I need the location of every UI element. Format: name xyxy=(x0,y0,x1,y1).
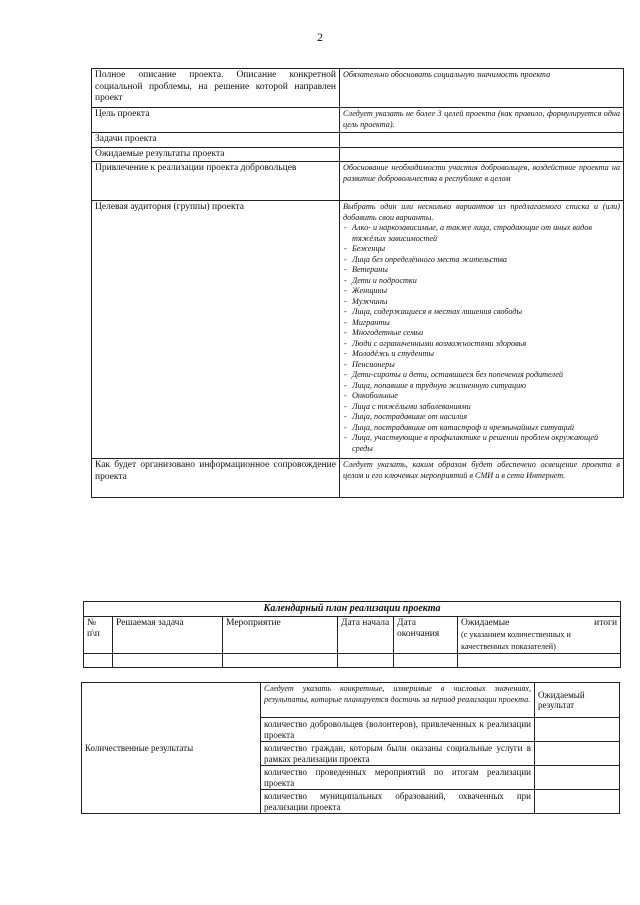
audience-intro: Выбрать один или несколько вариантов из предлагаемого списка и (или) добавить свои варианты. xyxy=(343,202,620,222)
header-result-note: (с указанием количественных и качественных показателей) xyxy=(461,630,571,651)
audience-cell xyxy=(340,201,624,459)
list-item: - Молодёжь и студенты xyxy=(343,349,620,360)
empty-cell xyxy=(84,654,113,668)
table-row xyxy=(92,69,624,108)
expected-value-cell xyxy=(535,790,620,814)
row-note: Следует указать не более 3 целей проекта (как правило, формулируется одна цель проекта). xyxy=(340,108,624,133)
list-item: - Беженцы xyxy=(343,244,620,255)
row-note: Обязательно обосновать социальную значимость проекта xyxy=(340,69,624,108)
expected-result-header: Ожидаемый результат xyxy=(535,683,620,718)
list-item: - Лица, участвующие в профилактике и решении проблем окружающей среды xyxy=(343,433,620,454)
row-label: Цель проекта xyxy=(92,108,340,133)
header-num: № п\п xyxy=(84,616,113,654)
table-row xyxy=(92,108,624,133)
quantitative-results-table xyxy=(81,682,620,814)
list-item: - Алко- и наркозависимые, а также лица, страдающие от иных видов тяжёлых зависимостей xyxy=(343,223,620,244)
quant-item: количество муниципальных образований, охваченных при реализации проекта xyxy=(261,790,535,814)
list-item: - Лица, пострадавшие от насилия xyxy=(343,412,620,423)
audience-label: Целевая аудитория (группы) проекта xyxy=(92,201,340,459)
audience-options-list xyxy=(343,223,620,454)
quant-label: Количественные результаты xyxy=(82,683,261,814)
table-row xyxy=(92,162,624,201)
row-note: Обоснование необходимости участия добровольцев, воздействие проекта на развитие добровольчества в республике в целом xyxy=(340,162,624,201)
quant-item: количество проведенных мероприятий по итогам реализации проекта xyxy=(261,766,535,790)
header-task: Решаемая задача xyxy=(113,616,223,654)
list-item: - Многодетные семьи xyxy=(343,328,620,339)
table-row xyxy=(92,201,624,459)
table-row xyxy=(92,459,624,498)
list-item: - Дети и подростки xyxy=(343,276,620,287)
calendar-title: Календарный план реализации проекта xyxy=(84,602,621,617)
quant-item: количество добровольцев (волонтеров), привлеченных к реализации проекта xyxy=(261,718,535,742)
page-number: 2 xyxy=(317,30,323,44)
header-result xyxy=(458,616,621,654)
row-label: Привлечение к реализации проекта добровольцев xyxy=(92,162,340,201)
expected-value-cell xyxy=(535,742,620,766)
empty-cell xyxy=(338,654,394,668)
header-start: Дата начала xyxy=(338,616,394,654)
list-item: - Дети-сироты и дети, оставшиеся без попечения родителей xyxy=(343,370,620,381)
list-item: - Лица, попавшие в трудную жизненную ситуацию xyxy=(343,381,620,392)
calendar-plan-table xyxy=(83,601,621,668)
empty-cell xyxy=(223,654,338,668)
list-item: - Онкобольные xyxy=(343,391,620,402)
header-end: Дата окончания xyxy=(394,616,458,654)
table-row xyxy=(92,147,624,162)
info-support-label: Как будет организовано информационное сопровождение проекта xyxy=(92,459,340,498)
table-header-row xyxy=(84,616,621,654)
empty-cell xyxy=(458,654,621,668)
expected-value-cell xyxy=(535,718,620,742)
table-row xyxy=(84,654,621,668)
row-label: Ожидаемые результаты проекта xyxy=(92,147,340,162)
row-note xyxy=(340,147,624,162)
empty-cell xyxy=(394,654,458,668)
project-description-table xyxy=(91,68,624,498)
list-item: - Лица без определённого места жительства xyxy=(343,255,620,266)
list-item: - Пенсионеры xyxy=(343,360,620,371)
list-item: - Лица, содержащиеся в местах лишения свободы xyxy=(343,307,620,318)
list-item: - Люди с ограниченными возможностями здоровья xyxy=(343,339,620,350)
table-row xyxy=(82,683,620,718)
quant-note: Следует указать конкретные, измеримые в числовых значениях, результаты, которые планируется достичь за период реализации проекта. xyxy=(261,683,535,718)
list-item: - Лица, пострадавшие от катастроф и чрезвычайных ситуаций xyxy=(343,423,620,434)
quant-item: количество граждан, которым были оказаны социальные услуги в рамках реализации проекта xyxy=(261,742,535,766)
row-label: Полное описание проекта. Описание конкретной социальной проблемы, на решение которой направлен проект xyxy=(92,69,340,108)
list-item: - Мигранты xyxy=(343,318,620,329)
list-item: - Лица с тяжёлыми заболеваниями xyxy=(343,402,620,413)
info-support-note: Следует указать, каким образом будет обеспечено освещение проекта в целом и его ключевых мероприятий в СМИ и в сети Интернет. xyxy=(340,459,624,498)
row-note xyxy=(340,133,624,148)
list-item: - Женщины xyxy=(343,286,620,297)
expected-value-cell xyxy=(535,766,620,790)
table-row xyxy=(92,133,624,148)
header-result-label: Ожидаемые итоги xyxy=(461,617,618,628)
empty-cell xyxy=(113,654,223,668)
header-event: Мероприятие xyxy=(223,616,338,654)
list-item: - Мужчины xyxy=(343,297,620,308)
row-label: Задачи проекта xyxy=(92,133,340,148)
list-item: - Ветераны xyxy=(343,265,620,276)
